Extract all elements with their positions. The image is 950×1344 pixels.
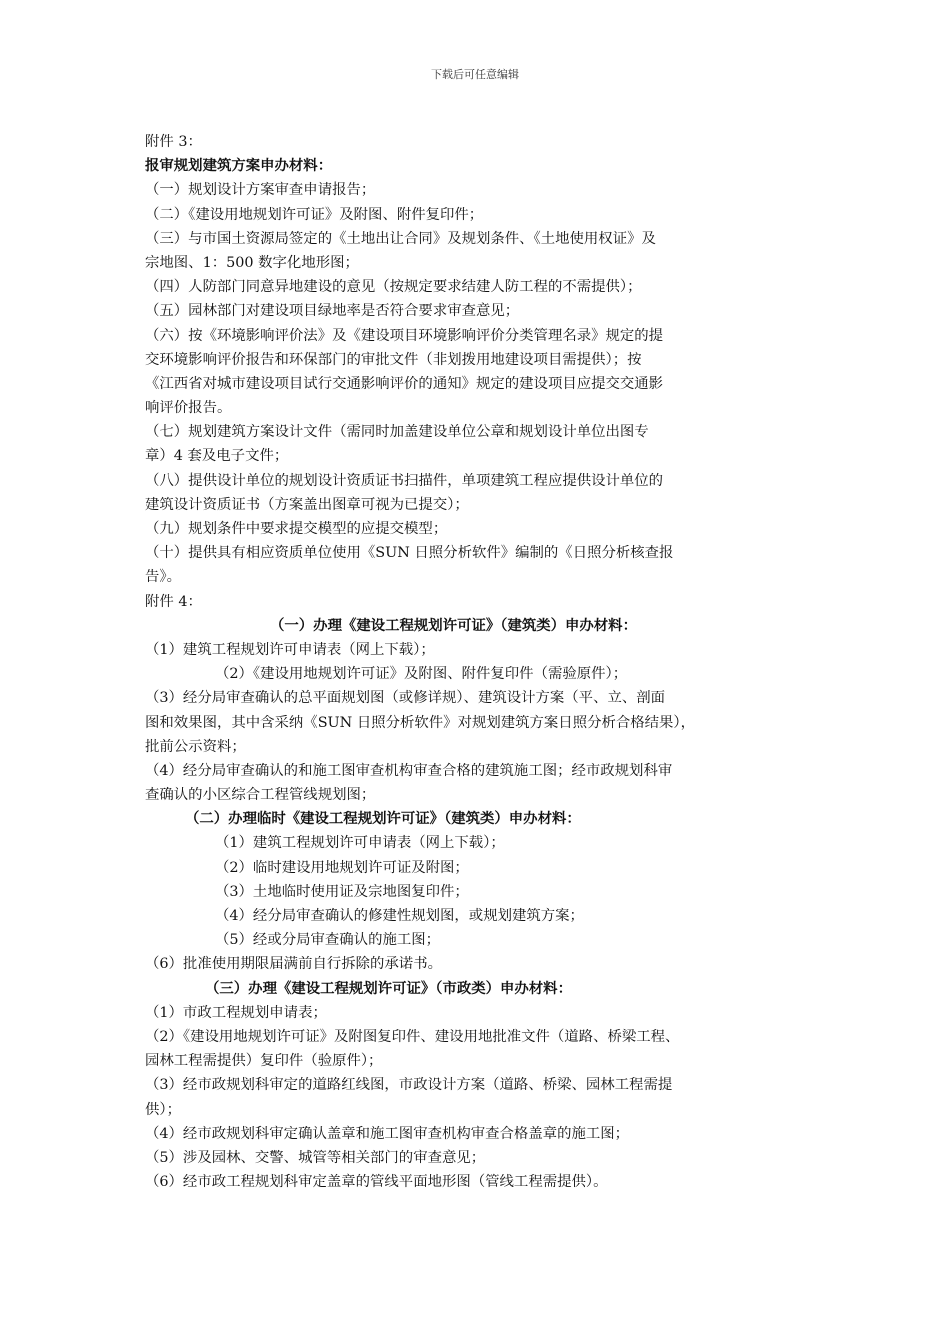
attachment-4-label: 附件 4：	[145, 593, 202, 610]
list-item: 《江西省对城市建设项目试行交通影响评价的通知》规定的建设项目应提交交通影	[145, 375, 664, 392]
list-item: （3）经分局审查确认的总平面规划图（或修详规）、建筑设计方案（平、立、剖面	[145, 690, 666, 707]
list-item: 章）4 套及电子文件；	[145, 448, 289, 465]
list-item: （一）规划设计方案审查申请报告；	[145, 182, 376, 199]
list-item: （6）批准使用期限届满前自行拆除的承诺书。	[145, 956, 442, 973]
section-1-title: （一）办理《建设工程规划许可证》（建筑类）申办材料：	[270, 616, 637, 634]
list-item: （1）建筑工程规划许可申请表（网上下载）；	[215, 835, 505, 852]
list-item: （2）《建设用地规划许可证》及附图复印件、建设用地批准文件（道路、桥梁工程、	[145, 1028, 680, 1045]
page-header: 下载后可任意编辑	[431, 68, 519, 81]
list-item: （4）经分局审查确认的和施工图审查机构审查合格的建筑施工图；经市政规划科审	[145, 762, 673, 779]
list-item: 图和效果图，其中含采纳《SUN 日照分析软件》对规划建筑方案日照分析合格结果），	[145, 714, 696, 731]
attachment-3-label: 附件 3：	[145, 134, 202, 150]
list-item: （5）涉及园林、交警、城管等相关部门的审查意见；	[145, 1149, 486, 1166]
list-item: （九）规划条件中要求提交模型的应提交模型；	[145, 521, 448, 537]
list-item: 交环境影响评价报告和环保部门的审批文件（非划拨用地建设项目需提供）；按	[145, 351, 642, 368]
list-item: （二）《建设用地规划许可证》及附图、附件复印件；	[145, 206, 484, 223]
document-body	[145, 130, 825, 1194]
list-item: （2）临时建设用地规划许可证及附图；	[215, 859, 469, 876]
list-item: （八）提供设计单位的规划设计资质证书扫描件，单项建筑工程应提供设计单位的	[145, 472, 664, 489]
list-item: （5）经或分局审查确认的施工图；	[215, 932, 441, 949]
list-item: 响评价报告。	[145, 400, 232, 417]
list-item: 供）；	[145, 1101, 181, 1118]
list-item: （4）经市政规划科审定确认盖章和施工图审查机构审查合格盖章的施工图；	[145, 1125, 630, 1142]
list-item: 园林工程需提供）复印件（验原件）；	[145, 1053, 383, 1070]
list-item: 查确认的小区综合工程管线规划图；	[145, 787, 376, 804]
list-item: （1）建筑工程规划许可申请表（网上下载）；	[145, 641, 435, 658]
list-item: 告》。	[145, 569, 181, 586]
list-item: （五）园林部门对建设项目绿地率是否符合要求审查意见；	[145, 303, 520, 320]
list-item: 宗地图、1：500 数字化地形图；	[145, 254, 359, 271]
list-item: （六）按《环境影响评价法》及《建设项目环境影响评价分类管理名录》规定的提	[145, 327, 664, 344]
list-item: （4）经分局审查确认的修建性规划图，或规划建筑方案；	[215, 908, 584, 924]
list-item: 建筑设计资质证书（方案盖出图章可视为已提交）；	[145, 496, 469, 513]
list-item: （1）市政工程规划申请表；	[145, 1004, 327, 1021]
section-3-title: （三）办理《建设工程规划许可证》（市政类）申办材料：	[205, 979, 572, 997]
attachment-3-title: 报审规划建筑方案申办材料：	[145, 157, 333, 175]
list-item: （3）土地临时使用证及宗地图复印件；	[215, 883, 469, 900]
list-item: （七）规划建筑方案设计文件（需同时加盖建设单位公章和规划设计单位出图专	[145, 424, 649, 441]
list-item: （四）人防部门同意异地建设的意见（按规定要求结建人防工程的不需提供）；	[145, 279, 642, 296]
list-item: （6）经市政工程规划科审定盖章的管线平面地形图（管线工程需提供）。	[145, 1174, 608, 1191]
section-2-title: （二）办理临时《建设工程规划许可证》（建筑类）申办材料：	[185, 810, 581, 828]
list-item: （3）经市政规划科审定的道路红线图，市政设计方案（道路、桥梁、园林工程需提	[145, 1077, 673, 1094]
list-item: （十）提供具有相应资质单位使用《SUN 日照分析软件》编制的《日照分析核查报	[145, 545, 674, 562]
list-item: 批前公示资料；	[145, 738, 246, 755]
list-item: （2）《建设用地规划许可证》及附图、附件复印件（需验原件）；	[215, 666, 628, 683]
list-item: （三）与市国土资源局签定的《土地出让合同》及规划条件、《土地使用权证》及	[145, 230, 656, 247]
